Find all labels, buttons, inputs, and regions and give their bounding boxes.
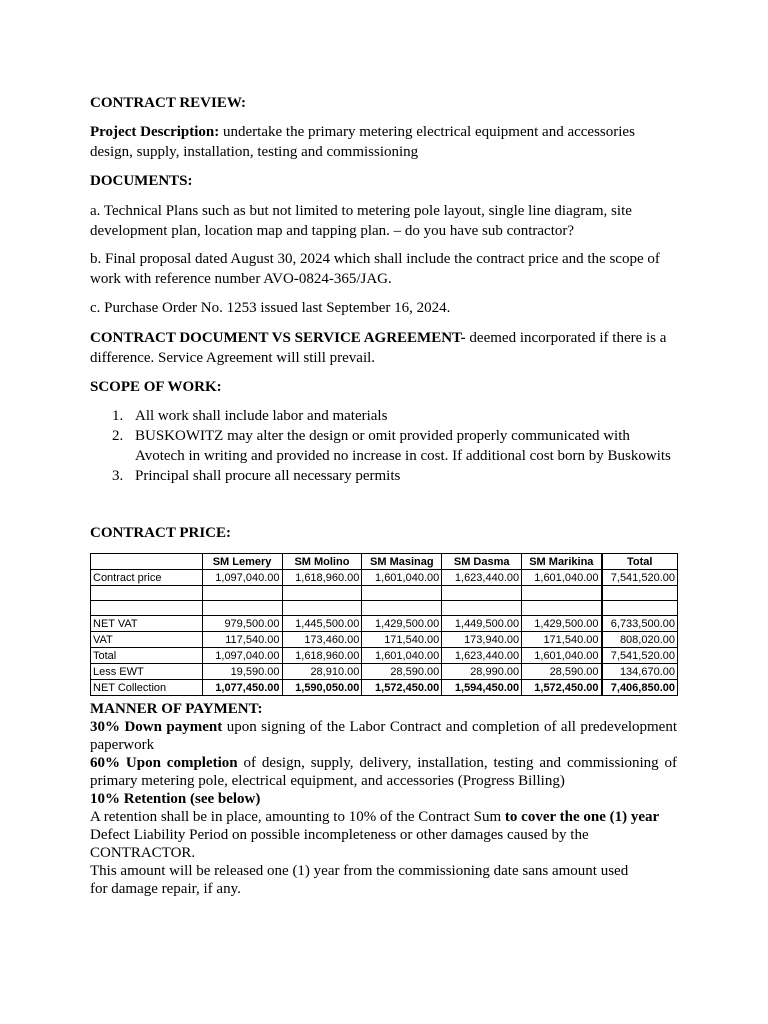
table-cell: 1,618,960.00 — [282, 570, 362, 586]
contract-vs-label: CONTRACT DOCUMENT VS SERVICE AGREEMENT- — [90, 330, 466, 346]
column-header: SM Dasma — [442, 554, 522, 570]
contract-price-heading: CONTRACT PRICE: — [90, 525, 231, 541]
table-cell: 28,590.00 — [362, 664, 442, 680]
payment-heading: MANNER OF PAYMENT: — [90, 701, 263, 717]
table-cell: 171,540.00 — [522, 632, 602, 648]
table-cell — [202, 601, 282, 616]
completion-label: 60% Upon completion — [90, 755, 238, 771]
row-label: Less EWT — [91, 664, 203, 680]
row-label: NET VAT — [91, 616, 203, 632]
scope-item-text: BUSKOWITZ may alter the design or omit provided properly communicated with Avotech in writing and provided no increase in cost. If additional cost born by Buskowits — [135, 428, 671, 464]
table-cell: 1,572,450.00 — [522, 680, 602, 696]
column-header: Total — [602, 554, 678, 570]
table-cell: 1,449,500.00 — [442, 616, 522, 632]
table-cell: 1,601,040.00 — [522, 570, 602, 586]
table-cell — [91, 586, 203, 601]
table-cell: 134,670.00 — [602, 664, 678, 680]
table-cell — [362, 601, 442, 616]
table-cell: 808,020.00 — [602, 632, 678, 648]
table-cell — [522, 601, 602, 616]
table-row-contract-price — [91, 570, 678, 586]
table-row-vat — [91, 632, 678, 648]
row-label: Total — [91, 648, 203, 664]
scope-item — [90, 466, 680, 486]
table-cell: 1,623,440.00 — [442, 648, 522, 664]
scope-item — [90, 426, 680, 466]
contract-vs-service-agreement — [90, 328, 680, 368]
column-header: SM Marikina — [522, 554, 602, 570]
table-cell: 1,601,040.00 — [362, 570, 442, 586]
table-cell: 117,540.00 — [202, 632, 282, 648]
scope-item — [90, 406, 680, 426]
contract-price-table — [90, 553, 678, 696]
scope-of-work-heading: SCOPE OF WORK: — [90, 379, 222, 395]
retention-line — [90, 808, 677, 826]
table-cell: 979,500.00 — [202, 616, 282, 632]
documents-heading: DOCUMENTS: — [90, 173, 193, 189]
table-cell: 28,910.00 — [282, 664, 362, 680]
table-cell — [202, 586, 282, 601]
column-header: SM Lemery — [202, 554, 282, 570]
row-label: Contract price — [91, 570, 203, 586]
completion-term — [90, 754, 677, 790]
completion-text: of design, supply, delivery, installation, testing and commissioning of primary metering pole, electrical equipment, and accessories (Progress Billing) — [90, 755, 678, 789]
defect-liability-text: Defect Liability Period on possible incompleteness or other damages caused by the CONTRACTOR. — [90, 827, 589, 861]
row-label: NET Collection — [91, 680, 203, 696]
table-row-blank — [91, 601, 678, 616]
scope-item-text: Principal shall procure all necessary permits — [135, 468, 401, 484]
table-cell — [522, 586, 602, 601]
table-cell — [282, 586, 362, 601]
table-cell: 1,601,040.00 — [522, 648, 602, 664]
table-cell — [602, 601, 678, 616]
table-row-blank — [91, 586, 678, 601]
table-cell: 1,594,450.00 — [442, 680, 522, 696]
table-cell — [602, 586, 678, 601]
table-cell: 1,601,040.00 — [362, 648, 442, 664]
table-cell — [282, 601, 362, 616]
table-cell: 1,097,040.00 — [202, 570, 282, 586]
table-cell — [362, 586, 442, 601]
table-cell: 19,590.00 — [202, 664, 282, 680]
table-cell: 1,618,960.00 — [282, 648, 362, 664]
table-cell: 1,429,500.00 — [522, 616, 602, 632]
table-cell — [442, 601, 522, 616]
contract-review-heading: CONTRACT REVIEW: — [90, 95, 246, 111]
table-cell: 1,572,450.00 — [362, 680, 442, 696]
scope-list — [90, 406, 680, 486]
table-cell: 173,940.00 — [442, 632, 522, 648]
scope-item-number: 2. — [112, 428, 124, 444]
retention-bold-text: to cover the one (1) year — [504, 809, 660, 825]
document-item-a: a. Technical Plans such as but not limited to metering pole layout, single line diagram, site development plan, location map and tapping plan. – do you have sub contractor? — [90, 203, 632, 239]
down-payment-label: 30% Down payment — [90, 719, 223, 735]
table-row-total — [91, 648, 678, 664]
table-header-row — [91, 554, 678, 570]
project-description-label: Project Description: — [90, 124, 220, 140]
table-cell: 28,590.00 — [522, 664, 602, 680]
table-cell: 1,429,500.00 — [362, 616, 442, 632]
table-row-less-ewt — [91, 664, 678, 680]
table-cell — [442, 586, 522, 601]
project-description-text: undertake the primary metering electrical equipment and accessories design, supply, installation, testing and commissioning — [90, 124, 635, 160]
table-cell: 28,990.00 — [442, 664, 522, 680]
column-header — [91, 554, 203, 570]
table-cell: 173,460.00 — [282, 632, 362, 648]
release-text-line-2: for damage repair, if any. — [90, 881, 241, 897]
table-cell: 7,541,520.00 — [602, 570, 678, 586]
scope-item-number: 1. — [112, 408, 124, 424]
scope-item-number: 3. — [112, 468, 124, 484]
table-cell: 171,540.00 — [362, 632, 442, 648]
table-cell: 6,733,500.00 — [602, 616, 678, 632]
down-payment-term — [90, 718, 677, 754]
table-row-net-collection — [91, 680, 678, 696]
table-cell: 7,406,850.00 — [602, 680, 678, 696]
table-cell: 1,590,050.00 — [282, 680, 362, 696]
table-cell: 1,623,440.00 — [442, 570, 522, 586]
manner-of-payment — [90, 700, 677, 898]
document-item-b: b. Final proposal dated August 30, 2024 which shall include the contract price and the scope of work with reference number AVO-0824-365/JAG. — [90, 251, 660, 287]
contract-vs-text: deemed incorporated if there is a difference. Service Agreement will still prevail. — [90, 330, 667, 366]
table-cell — [91, 601, 203, 616]
retention-text: A retention shall be in place, amounting to 10% of the Contract Sum — [90, 809, 505, 825]
release-text-line-1: This amount will be released one (1) year from the commissioning date sans amount used — [90, 863, 629, 879]
table-cell: 1,077,450.00 — [202, 680, 282, 696]
table-cell: 1,097,040.00 — [202, 648, 282, 664]
retention-label: 10% Retention (see below) — [90, 791, 261, 807]
scope-item-text: All work shall include labor and materials — [135, 408, 388, 424]
table-cell: 7,541,520.00 — [602, 648, 678, 664]
row-label: VAT — [91, 632, 203, 648]
table-row-net-vat — [91, 616, 678, 632]
down-payment-text: upon signing of the Labor Contract and completion of all predevelopment paperwork — [90, 719, 678, 753]
project-description — [90, 122, 680, 162]
column-header: SM Molino — [282, 554, 362, 570]
table-cell: 1,445,500.00 — [282, 616, 362, 632]
column-header: SM Masinag — [362, 554, 442, 570]
document-item-c: c. Purchase Order No. 1253 issued last September 16, 2024. — [90, 300, 451, 316]
